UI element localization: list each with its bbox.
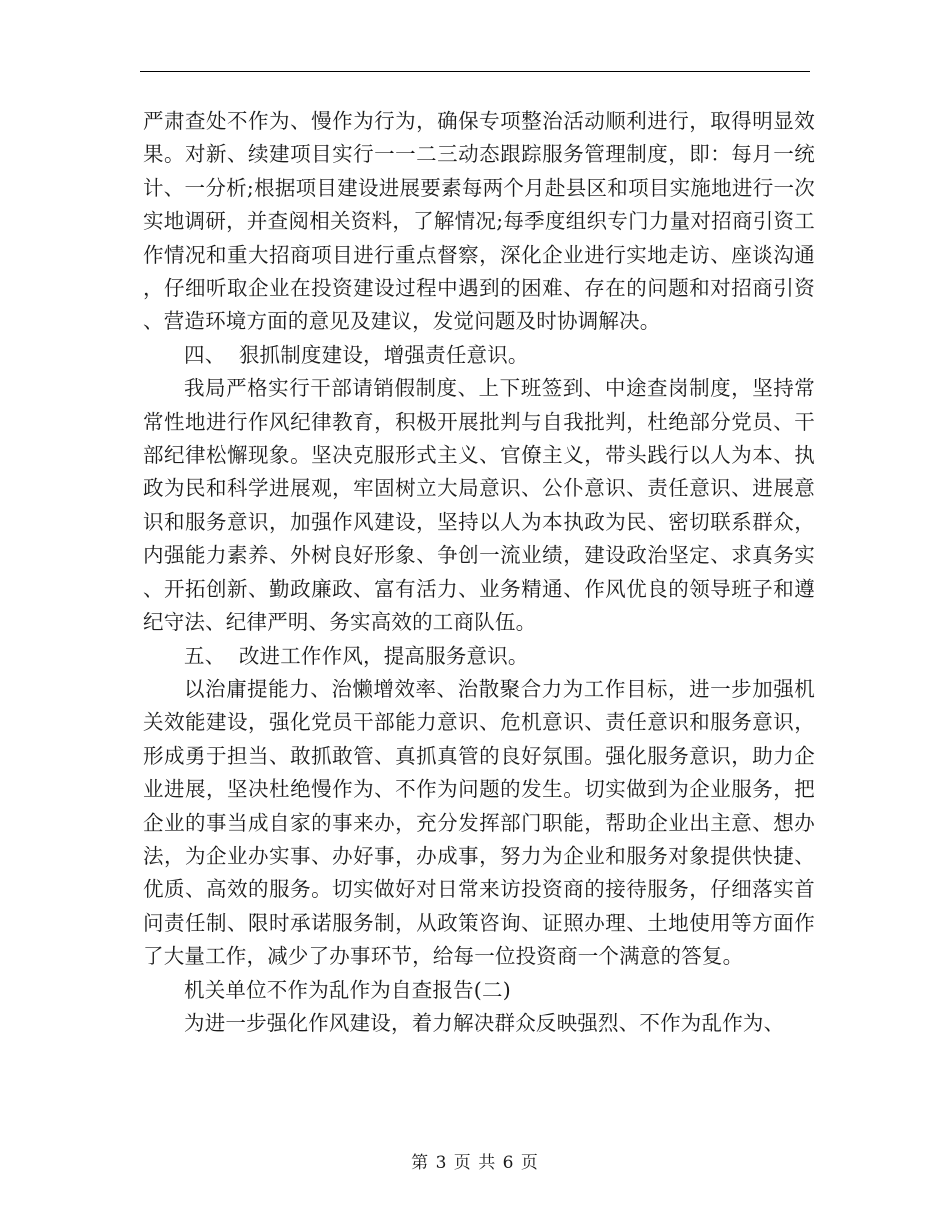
- document-body: [143, 105, 815, 1040]
- report-title-2: 机关单位不作为乱作为自查报告(二): [184, 977, 511, 1002]
- paragraph-continued: 严肃查处不作为、慢作为行为，确保专项整治活动顺利进行，取得明显效果。对新、续建项目实行一一二三动态跟踪服务管理制度，即：每月一统计、一分析;根据项目建设进展要素每两个月赴县区和项目实施地进行一次实地调研，并查阅相关资料，了解情况;每季度组织专门力量对招商引资工作情况和重大招商项目进行重点督察，深化企业进行实地走访、座谈沟通，仔细听取企业在投资建设过程中遇到的困难、存在的问题和对招商引资、营造环境方面的意见及建议，发觉问题及时协调解决。: [143, 109, 815, 334]
- section-heading-4: 四、 狠抓制度建设，增强责任意识。: [184, 342, 529, 367]
- paragraph-report-intro: 为进一步强化作风建设，着力解决群众反映强烈、不作为乱作为、: [184, 1010, 785, 1035]
- paragraph-discipline: 我局严格实行干部请销假制度、上下班签到、中途查岗制度，坚持常常性地进行作风纪律教育，积极开展批判与自我批判，杜绝部分党员、干部纪律松懈现象。坚决克服形式主义、官僚主义，带头践行以人为本、执政为民和科学进展观，牢固树立大局意识、公仆意识、责任意识、进展意识和服务意识，加强作风建设，坚持以人为本执政为民、密切联系群众，内强能力素养、外树良好形象、争创一流业绩，建设政治坚定、求真务实、开拓创新、勤政廉政、富有活力、业务精通、作风优良的领导班子和遵纪守法、纪律严明、务实高效的工商队伍。: [143, 376, 815, 635]
- paragraph-service: 以治庸提能力、治懒增效率、治散聚合力为工作目标，进一步加强机关效能建设，强化党员干部能力意识、危机意识、责任意识和服务意识，形成勇于担当、敢抓敢管、真抓真管的良好氛围。强化服务意识，助力企业进展，坚决杜绝慢作为、不作为问题的发生。切实做到为企业服务，把企业的事当成自家的事来办，充分发挥部门职能，帮助企业出主意、想办法，为企业办实事、办好事，办成事，努力为企业和服务对象提供快捷、优质、高效的服务。切实做好对日常来访投资商的接待服务，仔细落实首问责任制、限时承诺服务制，从政策咨询、证照办理、土地使用等方面作了大量工作，减少了办事环节，给每一位投资商一个满意的答复。: [143, 676, 815, 969]
- header-rule: [140, 71, 810, 72]
- page-number: 第 3 页 共 6 页: [411, 1153, 539, 1173]
- section-heading-5: 五、 改进工作作风，提高服务意识。: [184, 643, 529, 668]
